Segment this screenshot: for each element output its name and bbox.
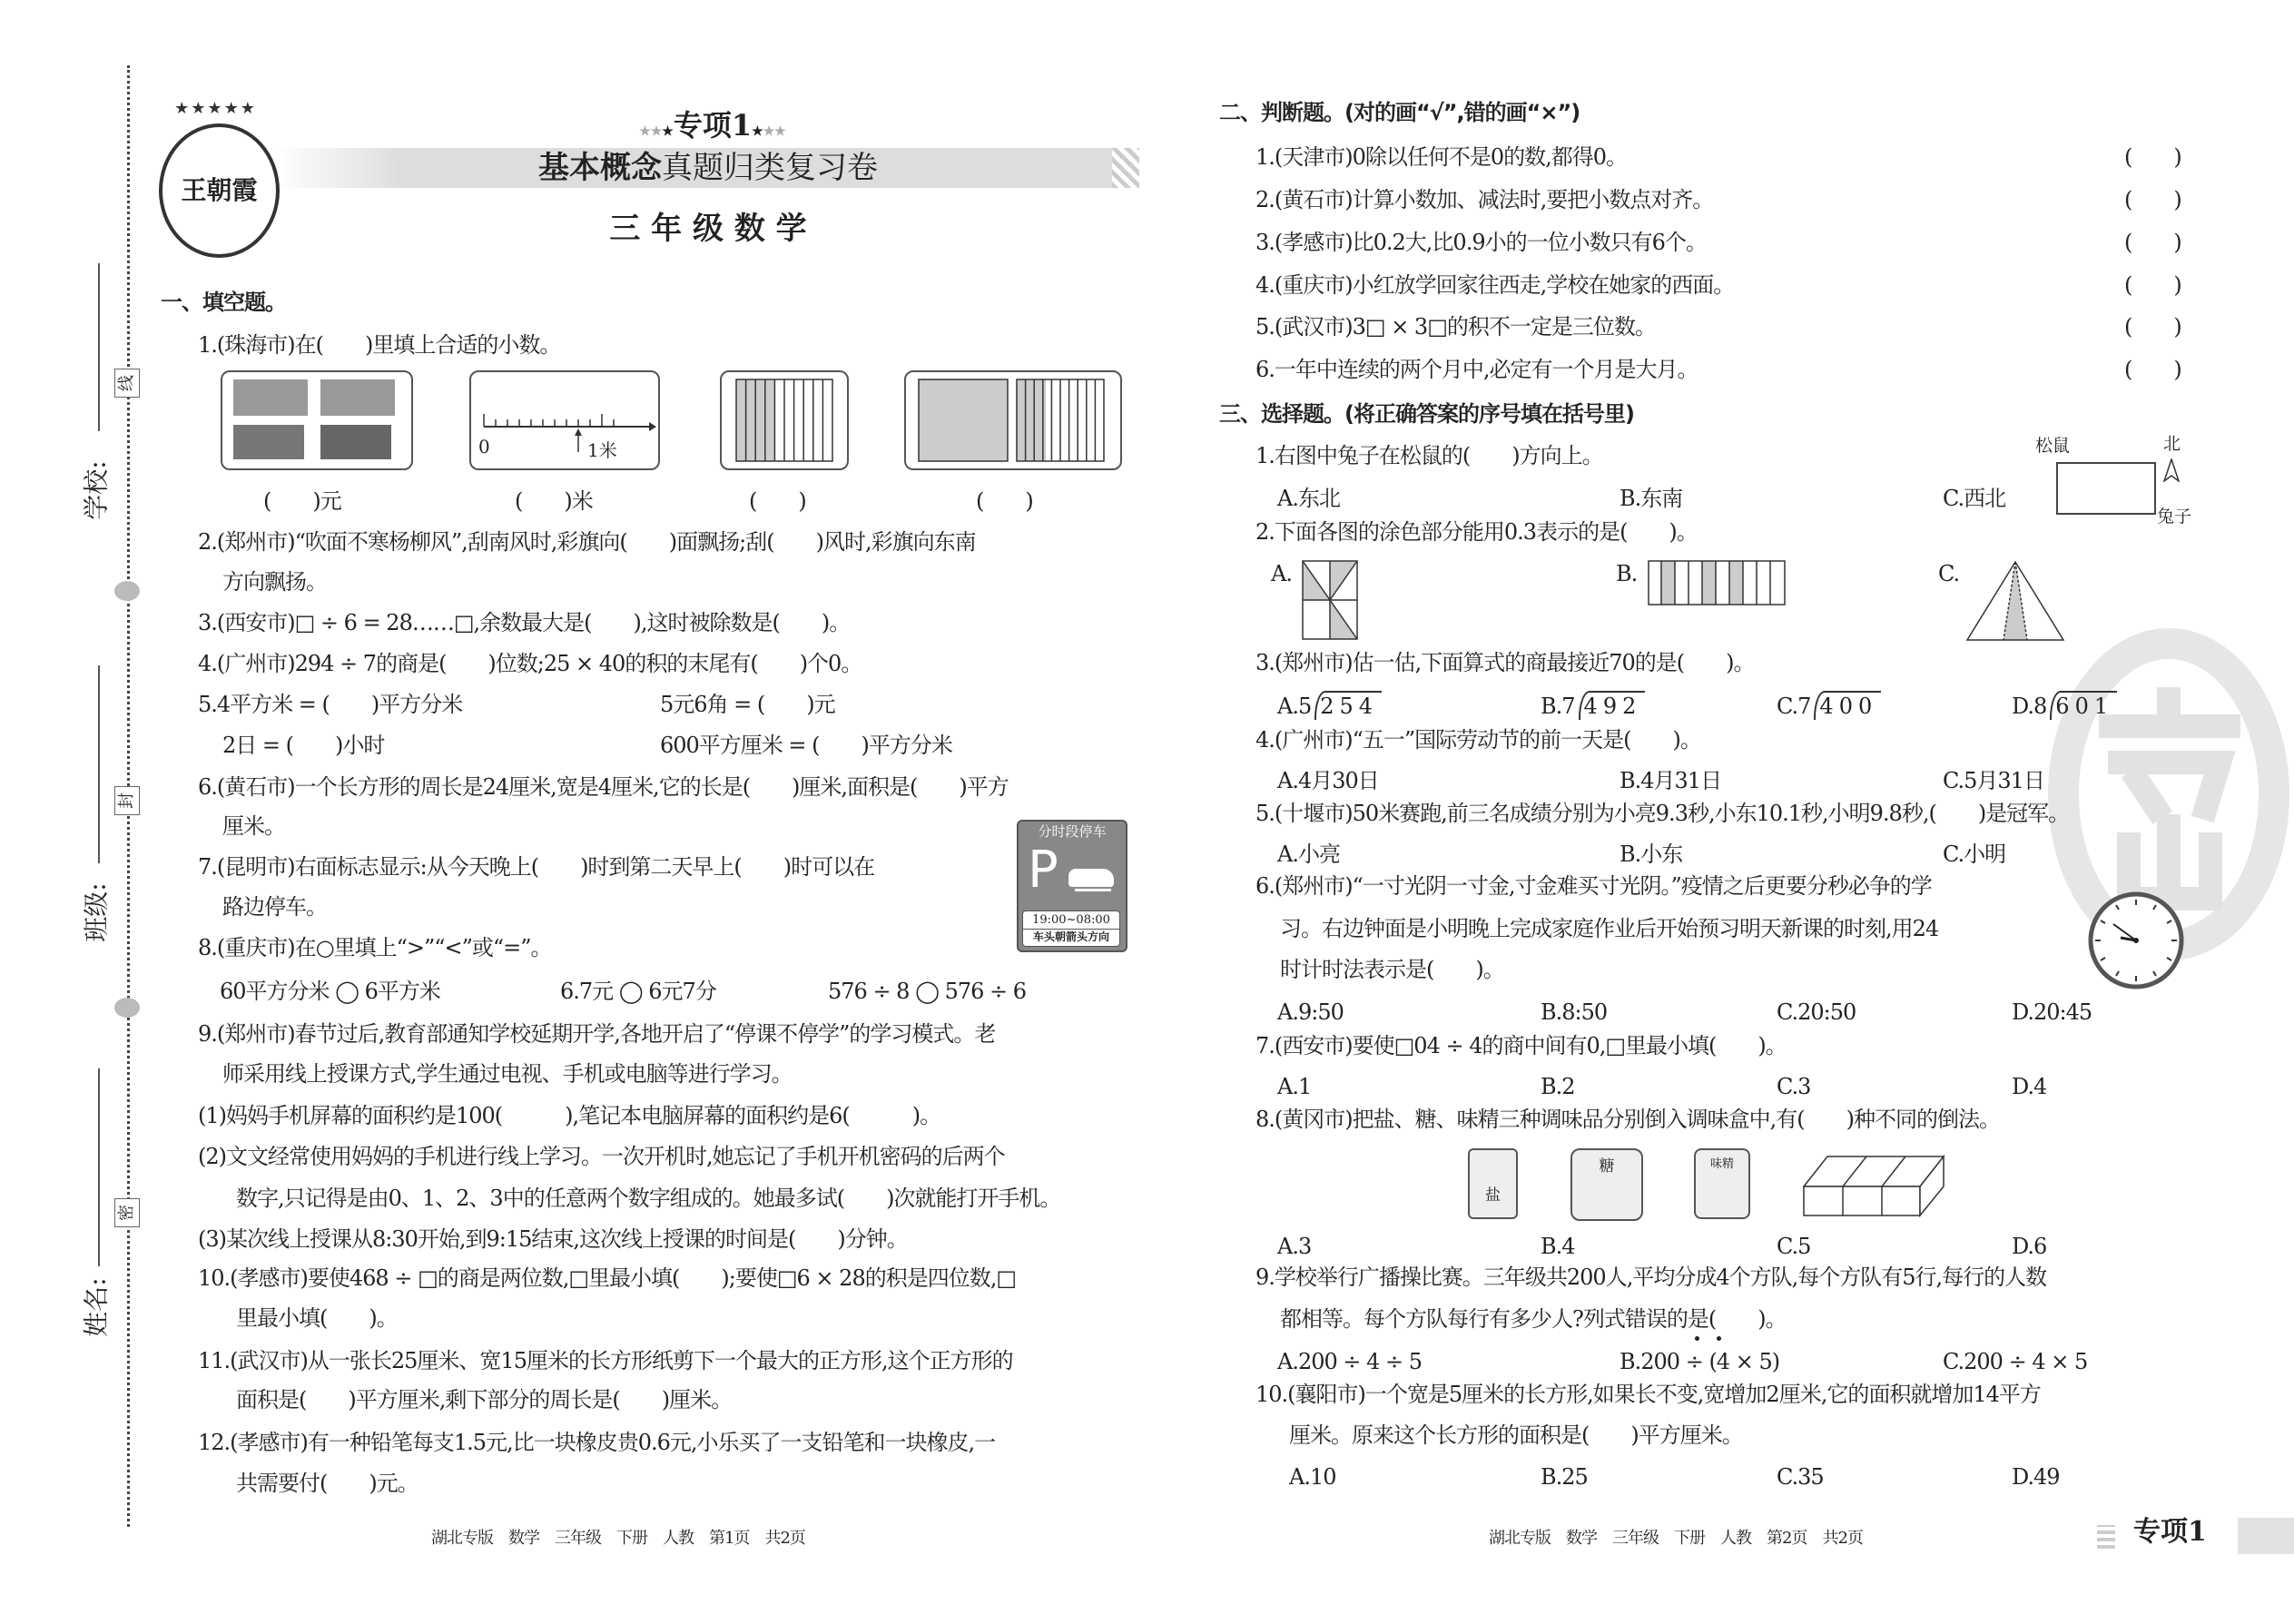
- mc-question-6: 6.(郑州市)“一寸光阴一寸金,寸金难买寸光阴。”疫情之后更要分秒必争的学: [1255, 873, 1932, 899]
- question-7-cont: 路边停车。: [222, 894, 327, 920]
- q1-answer-3[interactable]: ( ): [749, 488, 806, 514]
- mc-option[interactable]: D.49: [2012, 1464, 2060, 1490]
- question-10: 10.(孝感市)要使468 ÷ □的商是两位数,□里最小填( );要使□6 × 28的积是四位数,□: [198, 1265, 1017, 1291]
- divisor: 8: [2033, 694, 2047, 719]
- compare-3[interactable]: 576 ÷ 8 ◯ 576 ÷ 6: [828, 979, 1027, 1004]
- mc-option[interactable]: B.4: [1541, 1234, 1575, 1259]
- tf-answer-4[interactable]: ( ): [2124, 272, 2181, 298]
- question-2: 2.(郑州市)“吹面不寒杨柳风”,刮南风时,彩旗向( )面飘扬;刮( )风时,彩旗向东南: [198, 529, 976, 555]
- school-label: 学校:: [81, 460, 112, 520]
- mc-option[interactable]: D.6: [2012, 1234, 2047, 1259]
- option-label: D.: [2012, 694, 2034, 719]
- msg-label: 味精: [1709, 1157, 1734, 1171]
- question-9-1: (1)妈妈手机屏幕的面积约是100( ),笔记本电脑屏幕的面积约是6( )。: [198, 1103, 941, 1128]
- option-label: B.: [1541, 694, 1562, 719]
- question-12: 12.(孝感市)有一种铅笔每支1.5元,比一块橡皮贵0.6元,小乐买了一支铅笔和一块橡皮,一: [198, 1430, 996, 1455]
- mc-option[interactable]: C.西北: [1943, 486, 2006, 511]
- question-9-2-cont: 数字,只记得是由0、1、2、3中的任意两个数字组成的。她最多试( )次就能打开手机。: [236, 1186, 1061, 1211]
- mc-question-8: 8.(黄冈市)把盐、糖、味精三种调味品分别倒入调味盒中,有( )种不同的倒法。: [1255, 1107, 2000, 1132]
- mc-option[interactable]: A.: [1271, 561, 1292, 586]
- mc-option[interactable]: C.35: [1777, 1464, 1824, 1490]
- mc-option[interactable]: [1777, 691, 1881, 720]
- dividend: 492: [1579, 691, 1646, 720]
- number-line-unit: 1米: [587, 439, 617, 461]
- sign-title: 分时段停车: [1038, 823, 1107, 840]
- mc-question-10: 10.(襄阳市)一个宽是5厘米的长方形,如果长不变,宽增加2厘米,它的面积就增加14平方: [1255, 1382, 2041, 1407]
- mc-option[interactable]: D.4: [2012, 1074, 2047, 1099]
- tf-answer-6[interactable]: ( ): [2124, 357, 2181, 382]
- school-field-line[interactable]: [98, 263, 100, 431]
- shaded-triangle-figure: [1965, 560, 2065, 642]
- divisor: 7: [1561, 694, 1575, 719]
- question-9: 9.(郑州市)春节过后,教育部通知学校延期开学,各地开启了“停课不停学”的学习模式。老: [198, 1021, 996, 1047]
- tf-answer-5[interactable]: ( ): [2124, 314, 2181, 340]
- north-label: 北: [2163, 434, 2181, 454]
- question-4: 4.(广州市)294 ÷ 7的商是( )位数;25 × 40的积的末尾有( )个0。: [198, 651, 862, 676]
- mc-question-7: 7.(西安市)要使□04 ÷ 4的商中间有0,□里最小填( )。: [1255, 1033, 1787, 1058]
- north-arrow-icon: [2162, 458, 2181, 482]
- sign-time: 19:00~08:00: [1032, 913, 1110, 927]
- tf-item-6: 6.一年中连续的两个月中,必定有一个月是大月。: [1255, 357, 1698, 382]
- parking-p-icon: P: [1028, 841, 1058, 900]
- page-subtitle: 三 年 级 数 学: [609, 211, 807, 247]
- sign-note: 车头朝箭头方向: [1023, 929, 1119, 945]
- option-label: A.: [1277, 694, 1298, 719]
- mc-option[interactable]: A.小亮: [1277, 842, 1340, 867]
- salt-label: 盐: [1485, 1186, 1501, 1205]
- sugar-jar-image: [1570, 1148, 1643, 1221]
- footer-right: 湖北专版 数学 三年级 下册 人教 第2页 共2页: [1489, 1529, 1863, 1548]
- mc-option[interactable]: C.3: [1777, 1074, 1811, 1099]
- class-field-line[interactable]: [98, 665, 100, 863]
- series-label: ★★★专项1★★★: [639, 108, 786, 143]
- seal-marker-feng: 封: [114, 786, 140, 815]
- q1-answer-yuan[interactable]: ( )元: [263, 488, 341, 514]
- tf-answer-3[interactable]: ( ): [2124, 230, 2181, 255]
- squirrel-label: 松鼠: [2035, 436, 2071, 456]
- emphasis-dot: [1695, 1336, 1699, 1341]
- mc-option[interactable]: B.8:50: [1541, 999, 1608, 1025]
- section-heading: 二、判断题。(对的画“√”,错的画“×”): [1219, 100, 1580, 125]
- mc-option[interactable]: C.200 ÷ 4 × 5: [1943, 1349, 2088, 1374]
- mc-option[interactable]: A.4月30日: [1277, 768, 1379, 793]
- logo-stars-icon: ★★★★★: [174, 99, 257, 118]
- strip-figure-2: [904, 370, 1122, 470]
- dividend: 254: [1314, 691, 1382, 720]
- mc-option[interactable]: [2012, 691, 2117, 720]
- logo-text: 王朝霞: [181, 175, 258, 205]
- seal-marker-xian: 线: [114, 369, 140, 398]
- mc-option[interactable]: C.20:50: [1777, 999, 1856, 1025]
- option-label: C.: [1777, 694, 1798, 719]
- divisor: 5: [1297, 694, 1312, 719]
- mc-option[interactable]: C.: [1938, 561, 1960, 586]
- question-7: 7.(昆明市)右面标志显示:从今天晚上( )时到第二天早上( )时可以在: [198, 854, 875, 880]
- question-1: 1.(珠海市)在( )里填上合适的小数。: [198, 332, 561, 358]
- question-12-cont: 共需要付( )元。: [236, 1471, 418, 1496]
- question-5d: 600平方厘米 = ( )平方分米: [660, 733, 952, 758]
- tf-item-1: 1.(天津市)0除以任何不是0的数,都得0。: [1255, 144, 1628, 170]
- tf-answer-1[interactable]: ( ): [2124, 144, 2181, 170]
- question-8: 8.(重庆市)在○里填上“>”“<”或“=”。: [198, 935, 552, 960]
- mc-option[interactable]: D.20:45: [2012, 999, 2092, 1025]
- mc-question-6-cont: 习。右边钟面是小明晚上完成家庭作业后开始预习明天新课的时刻,用24: [1280, 916, 1939, 941]
- tf-item-5: 5.(武汉市)3□ × 3□的积不一定是三位数。: [1255, 314, 1656, 340]
- mc-question-10-cont: 厘米。原来这个长方形的面积是( )平方厘米。: [1289, 1422, 1743, 1448]
- section-heading: 三、选择题。(将正确答案的序号填在括号里): [1219, 401, 1634, 427]
- q1-answer-4[interactable]: ( ): [976, 488, 1033, 514]
- mc-question-3: 3.(郑州市)估一估,下面算式的商最接近70的是( )。: [1255, 650, 1755, 675]
- question-9-3: (3)某次线上授课从8:30开始,到9:15结束,这次线上授课的时间是( )分钟。: [198, 1226, 908, 1252]
- title-band-pattern: [1112, 148, 1139, 188]
- tf-item-3: 3.(孝感市)比0.2大,比0.9小的一位小数只有6个。: [1255, 230, 1707, 255]
- q1-answer-mi[interactable]: ( )米: [515, 488, 593, 514]
- arrow-left-icon: [1075, 889, 1111, 891]
- class-label: 班级:: [81, 882, 112, 942]
- number-line-zero: 0: [478, 436, 490, 458]
- seal-marker-mi: 密: [114, 1198, 140, 1227]
- mc-question-6-cont: 时计时法表示是( )。: [1280, 957, 1504, 982]
- mc-option[interactable]: C.5: [1777, 1234, 1811, 1259]
- shaded-strip-figure: [1648, 560, 1787, 605]
- banknotes-image: [221, 370, 413, 470]
- emphasis-dot: [1717, 1336, 1721, 1341]
- mc-option[interactable]: B.小东: [1620, 842, 1683, 867]
- question-3: 3.(西安市)□ ÷ 6 = 28……□,余数最大是( ),这时被除数是( )。: [198, 610, 851, 635]
- tf-item-2: 2.(黄石市)计算小数加、减法时,要把小数点对齐。: [1255, 187, 1714, 212]
- mc-option[interactable]: A.3: [1277, 1234, 1312, 1259]
- logo: [159, 123, 280, 258]
- name-label: 姓名:: [81, 1277, 112, 1337]
- mc-question-2: 2.下面各图的涂色部分能用0.3表示的是( )。: [1255, 519, 1698, 545]
- seasoning-box-image: [1802, 1155, 1947, 1218]
- question-2-cont: 方向飘扬。: [222, 569, 327, 595]
- compare-1[interactable]: 60平方分米 ◯ 6平方米: [220, 979, 440, 1004]
- footer-tab-band: [2238, 1518, 2294, 1554]
- mc-question-9: 9.学校举行广播操比赛。三年级共200人,平均分成4个方队,每个方队有5行,每行的人数: [1255, 1265, 2047, 1290]
- mc-option[interactable]: B.: [1616, 561, 1638, 586]
- car-icon: [1068, 869, 1114, 887]
- mc-option[interactable]: B.200 ÷ (4 × 5): [1620, 1349, 1780, 1374]
- parking-sign: [1017, 820, 1127, 952]
- question-10-cont: 里最小填( )。: [236, 1305, 398, 1331]
- strip-figure-1: [720, 370, 849, 470]
- direction-diagram: [2056, 462, 2156, 515]
- mc-question-1: 1.右图中兔子在松鼠的( )方向上。: [1255, 443, 1603, 468]
- title-rest: 真题归类复习卷: [662, 150, 878, 186]
- mc-option[interactable]: A.1: [1277, 1074, 1312, 1099]
- mc-option[interactable]: A.10: [1289, 1464, 1336, 1490]
- mc-question-9-cont: 都相等。每个方队每行有多少人?列式错误的是( )。: [1280, 1306, 1787, 1332]
- mc-option[interactable]: A.200 ÷ 4 ÷ 5: [1277, 1349, 1423, 1374]
- mc-option[interactable]: [1541, 691, 1645, 720]
- number-line-image: [469, 370, 660, 470]
- dividend: 601: [2050, 691, 2117, 720]
- sugar-label: 糖: [1599, 1157, 1615, 1176]
- salt-jar-image: [1468, 1148, 1518, 1219]
- mc-option[interactable]: B.4月31日: [1620, 768, 1722, 793]
- section-heading: 一、填空题。: [161, 290, 286, 315]
- title-bold: 基本概念: [538, 150, 662, 186]
- shaded-square-figure: [1302, 560, 1358, 640]
- mc-question-5: 5.(十堰市)50米赛跑,前三名成绩分别为小亮9.3秒,小东10.1秒,小明9.8秒,( )是冠军。: [1255, 801, 2070, 826]
- clock-icon: [2088, 891, 2184, 989]
- tf-item-4: 4.(重庆市)小红放学回家往西走,学校在她家的西面。: [1255, 272, 1735, 298]
- question-11: 11.(武汉市)从一张长25厘米、宽15厘米的长方形纸剪下一个最大的正方形,这个正方形的: [198, 1348, 1013, 1373]
- series-text: 专项1: [673, 108, 753, 143]
- mc-option[interactable]: B.2: [1541, 1074, 1575, 1099]
- name-field-line[interactable]: [98, 1068, 100, 1266]
- page-title: [527, 150, 890, 186]
- question-9-2: (2)文文经常使用妈妈的手机进行线上学习。一次开机时,她忘记了手机开机密码的后两个: [198, 1144, 1005, 1169]
- question-5b: 5元6角 = ( )元: [660, 692, 835, 717]
- mc-option[interactable]: A.东北: [1277, 486, 1340, 511]
- footer-tab-pattern: [2097, 1525, 2115, 1549]
- question-5a: 5.4平方米 = ( )平方分米: [198, 692, 463, 717]
- rabbit-label: 兔子: [2157, 507, 2192, 527]
- footer-left: 湖北专版 数学 三年级 下册 人教 第1页 共2页: [431, 1529, 805, 1548]
- mc-option[interactable]: B.东南: [1620, 486, 1683, 511]
- ornament-icon: [114, 998, 140, 1018]
- mc-option[interactable]: B.25: [1541, 1464, 1588, 1490]
- msg-jar-image: [1694, 1148, 1750, 1219]
- question-6-cont: 厘米。: [222, 813, 285, 839]
- mc-option[interactable]: [1277, 691, 1382, 720]
- mc-option[interactable]: A.9:50: [1277, 999, 1344, 1025]
- question-9-cont: 师采用线上授课方式,学生通过电视、手机或电脑等进行学习。: [222, 1061, 793, 1087]
- question-11-cont: 面积是( )平方厘米,剩下部分的周长是( )厘米。: [236, 1387, 733, 1412]
- question-5c: 2日 = ( )小时: [222, 733, 385, 758]
- mc-option[interactable]: C.小明: [1943, 842, 2006, 867]
- compare-2[interactable]: 6.7元 ◯ 6元7分: [560, 979, 716, 1004]
- question-6: 6.(黄石市)一个长方形的周长是24厘米,宽是4厘米,它的长是( )厘米,面积是( )平方: [198, 774, 1009, 800]
- tf-answer-2[interactable]: ( ): [2124, 187, 2181, 212]
- footer-tab: 专项1: [2133, 1516, 2207, 1548]
- mc-option[interactable]: C.5月31日: [1943, 768, 2044, 793]
- dividend: 400: [1814, 691, 1881, 720]
- divisor: 7: [1797, 694, 1811, 719]
- ornament-icon: [114, 581, 140, 601]
- mc-question-4: 4.(广州市)“五一”国际劳动节的前一天是( )。: [1255, 727, 1701, 753]
